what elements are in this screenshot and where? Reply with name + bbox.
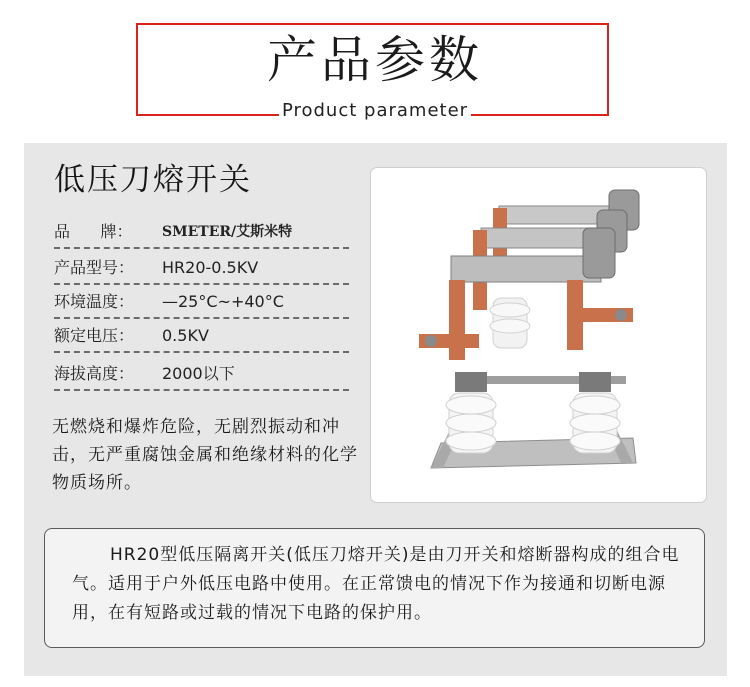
product-photo — [370, 167, 707, 503]
summary-text — [72, 541, 692, 628]
fuse-switch-illustration — [371, 168, 706, 502]
spec-value: SMETER/艾斯米特 — [162, 224, 293, 240]
spec-label: 产品型号： — [54, 258, 135, 277]
insulator-left — [446, 372, 496, 453]
spec-row-model — [54, 253, 349, 285]
summary-text-content: HR20型低压隔离开关(低压刀熔开关)是由刀开关和熔断器构成的组合电气。适用于户外低压电路中使用。在正常馈电的情况下作为接通和切断电源用，在有短路或过载的情况下电路的保护用。 — [72, 545, 680, 623]
product-title: 低压刀熔开关 — [54, 162, 252, 198]
spec-label: 海拔高度： — [54, 364, 135, 383]
spec-label: 额定电压： — [54, 326, 135, 345]
insulator-right — [570, 372, 620, 453]
spec-label: 环境温度： — [54, 292, 135, 311]
spec-row-altitude — [54, 359, 349, 391]
spec-value: 2000以下 — [162, 364, 235, 383]
page-subtitle: Product parameter — [279, 99, 471, 123]
product-description: 无燃烧和爆炸危险，无剧烈振动和冲击，无严重腐蚀金属和绝缘材料的化学物质场所。 — [52, 417, 358, 493]
page-title: 产品参数 — [267, 31, 483, 89]
spec-row-brand — [54, 217, 349, 249]
spec-row-temperature — [54, 287, 349, 319]
spec-value: HR20-0.5KV — [162, 258, 259, 277]
spec-value: 0.5KV — [162, 326, 209, 345]
insulator-back — [490, 298, 530, 348]
spec-label: 品 牌： — [54, 222, 133, 241]
spec-row-voltage — [54, 321, 349, 353]
spec-value: —25°C~+40°C — [162, 292, 284, 311]
